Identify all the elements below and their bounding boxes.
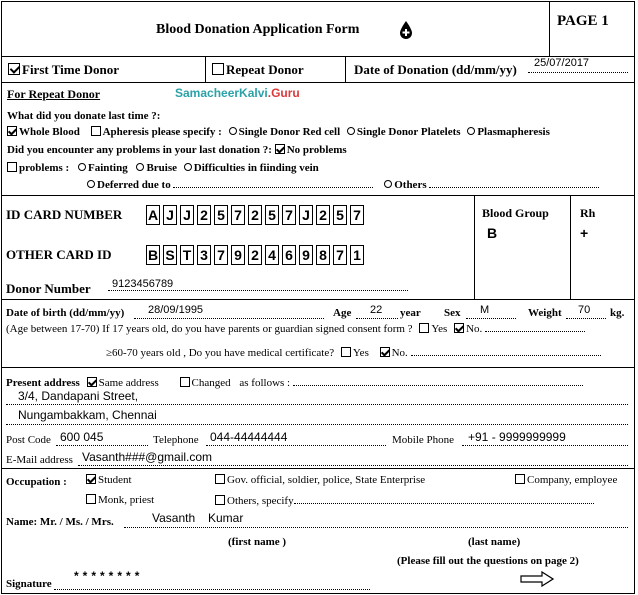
apheresis-option[interactable] — [91, 126, 222, 138]
others-option[interactable] — [384, 179, 426, 191]
bruise-label: Bruise — [146, 162, 178, 174]
whole-blood-option[interactable] — [7, 126, 80, 138]
gov-label: Gov. official, soldier, police, State Enterprise — [227, 474, 426, 486]
form-title: Blood Donation Application Form — [156, 22, 360, 37]
plasmapheresis-label: Plasmapheresis — [477, 126, 550, 138]
other-card-char-box[interactable]: 2 — [248, 245, 262, 265]
address-line-2-rule — [6, 415, 628, 425]
certificate-yes-option[interactable] — [341, 347, 369, 359]
address-line-2[interactable]: Nungambakkam, Chennai — [18, 408, 157, 422]
no-problems-label: No problems — [286, 144, 347, 156]
student-label: Student — [98, 474, 132, 486]
mobile-label: Mobile Phone — [392, 434, 455, 446]
consent-no-option[interactable] — [454, 323, 482, 335]
other-card-id-field[interactable] — [146, 245, 364, 265]
rh-label: Rh — [580, 206, 596, 220]
other-card-char-box[interactable]: T — [180, 245, 194, 265]
id-card-number-field[interactable] — [146, 205, 364, 225]
others-specify-label: Others, specify — [227, 495, 294, 507]
first-time-donor-option[interactable] — [8, 62, 119, 78]
monk-option[interactable] — [86, 494, 154, 506]
apheresis-label: Apheresis please specify : — [102, 126, 222, 138]
id-card-char-box[interactable]: 7 — [282, 205, 296, 225]
address-row — [6, 376, 583, 389]
radio-icon — [184, 163, 192, 171]
last-name-caption: (last name) — [468, 536, 521, 548]
first-time-label: First Time Donor — [22, 62, 120, 77]
other-card-char-box[interactable]: 9 — [231, 245, 245, 265]
checkbox-icon — [515, 474, 525, 484]
other-card-char-box[interactable]: 9 — [299, 245, 313, 265]
student-option[interactable] — [86, 474, 132, 486]
radio-icon — [136, 163, 144, 171]
other-card-label: OTHER CARD ID — [6, 247, 112, 262]
signature-value[interactable]: ******** — [74, 569, 144, 583]
first-name-value[interactable]: Vasanth — [152, 511, 196, 525]
address-label: Present address — [6, 377, 80, 389]
kg-label: kg. — [610, 307, 625, 319]
checkbox-icon — [275, 144, 285, 154]
id-card-char-box[interactable]: 7 — [350, 205, 364, 225]
certificate-question: ≥60-70 years old , Do you have medical certificate? — [106, 347, 335, 359]
id-card-char-box[interactable]: 5 — [265, 205, 279, 225]
telephone-label: Telephone — [153, 434, 199, 446]
id-card-label: ID CARD NUMBER — [6, 207, 123, 222]
weight-label: Weight — [528, 307, 562, 319]
as-follows-label: as follows : — [239, 377, 291, 389]
other-card-char-box[interactable]: S — [163, 245, 177, 265]
sex-line — [466, 309, 516, 319]
certificate-no-option[interactable] — [380, 347, 408, 359]
last-donation-options — [7, 126, 550, 138]
radio-icon — [78, 163, 86, 171]
difficulties-option[interactable] — [184, 162, 319, 174]
others-specify-line — [294, 494, 594, 504]
first-name-caption: (first name ) — [228, 536, 287, 548]
age-label: Age — [333, 307, 352, 319]
watermark — [175, 86, 300, 100]
blood-drop-icon — [399, 20, 413, 40]
deferred-reason-field[interactable] — [173, 178, 373, 188]
other-card-char-box[interactable]: B — [147, 247, 159, 263]
other-card-char-box[interactable]: 3 — [197, 245, 211, 265]
rh-value[interactable]: + — [580, 225, 589, 241]
postcode-label: Post Code — [6, 434, 51, 446]
plasmapheresis-option[interactable] — [467, 126, 550, 138]
radio-icon — [87, 180, 95, 188]
id-card-char-box[interactable]: 7 — [231, 205, 245, 225]
changed-address-label: Changed — [191, 377, 231, 389]
whole-blood-label: Whole Blood — [19, 126, 80, 138]
donor-number-label: Donor Number — [6, 281, 91, 296]
watermark-part-a: SamacheerKalvi — [175, 86, 268, 100]
name-label: Name: Mr. / Ms. / Mrs. — [6, 516, 114, 528]
mobile-value[interactable]: +91 - 9999999999 — [468, 430, 566, 444]
sex-value[interactable]: M — [480, 304, 490, 316]
donor-number-value[interactable]: 9123456789 — [112, 278, 174, 290]
same-address-option[interactable] — [87, 377, 159, 389]
checkbox-icon — [87, 377, 97, 387]
fainting-option[interactable] — [78, 162, 128, 174]
id-card-char-box[interactable]: J — [163, 205, 177, 225]
other-card-char-box[interactable]: 4 — [265, 245, 279, 265]
others-reason-field[interactable] — [429, 178, 599, 188]
same-address-label: Same address — [98, 377, 159, 389]
gov-option[interactable] — [215, 474, 425, 486]
other-card-char-box[interactable]: 6 — [282, 245, 296, 265]
radio-icon — [347, 127, 355, 135]
checkbox-icon — [215, 495, 225, 505]
last-time-question: What did you donate last time ?: — [7, 110, 161, 122]
checkbox-icon — [341, 347, 351, 357]
dob-value[interactable]: 28/09/1995 — [148, 304, 204, 316]
consent-question: (Age between 17-70) If 17 years old, do you have parents or guardian signed consent form ? — [6, 323, 413, 335]
radio-icon — [467, 127, 475, 135]
fainting-label: Fainting — [87, 162, 128, 174]
certificate-no-label: No. — [391, 347, 408, 359]
blood-group-value[interactable]: B — [487, 225, 498, 241]
address-line-1-rule — [6, 395, 628, 405]
other-card-char-box[interactable]: 1 — [350, 245, 364, 265]
other-card-char-box[interactable]: 8 — [316, 245, 330, 265]
deferred-option[interactable] — [87, 179, 171, 191]
id-card-char-box[interactable]: 5 — [333, 205, 347, 225]
repeat-label: Repeat Donor — [226, 62, 304, 77]
year-label: year — [400, 307, 421, 319]
checkbox-icon — [8, 63, 20, 75]
single-platelets-label: Single Donor Platelets — [356, 126, 461, 138]
checkbox-icon — [86, 474, 96, 484]
deferred-row — [87, 178, 599, 191]
donation-date-label: Date of Donation (dd/mm/yy) — [354, 62, 517, 77]
id-card-char-box[interactable]: 2 — [248, 205, 262, 225]
sex-label: Sex — [444, 307, 461, 319]
email-label: E-Mail address — [6, 454, 73, 466]
id-card-char-box[interactable]: 2 — [197, 205, 211, 225]
checkbox-icon — [180, 377, 190, 387]
consent-row — [6, 322, 585, 335]
repeat-donor-heading: For Repeat Donor — [7, 87, 101, 101]
checkbox-icon — [215, 474, 225, 484]
id-card-char-box[interactable]: 2 — [316, 205, 330, 225]
donation-date-line — [528, 60, 628, 73]
address-line-1[interactable]: 3/4, Dandapani Street, — [18, 389, 139, 403]
radio-icon — [384, 180, 392, 188]
monk-label: Monk, priest — [98, 494, 155, 506]
checkbox-icon — [454, 323, 464, 333]
email-value[interactable]: Vasanth###@gmail.com — [82, 450, 213, 464]
age-value[interactable]: 22 — [370, 304, 383, 316]
id-card-char-box[interactable]: J — [180, 205, 194, 225]
others-specify-option[interactable] — [215, 494, 594, 507]
donor-number-line — [108, 281, 408, 291]
problems-option[interactable] — [7, 162, 69, 174]
no-problems-option[interactable] — [275, 144, 347, 156]
checkbox-icon — [91, 126, 101, 136]
problems-question: Did you encounter any problems in your last donation ?: — [7, 144, 272, 156]
next-page-arrow-icon[interactable] — [520, 571, 554, 587]
consent-yes-option[interactable] — [419, 323, 447, 335]
other-card-char-box[interactable]: 7 — [333, 245, 347, 265]
checkbox-icon — [86, 494, 96, 504]
blood-group-label: Blood Group — [482, 206, 549, 220]
certificate-yes-label: Yes — [352, 347, 369, 359]
weight-value[interactable]: 70 — [578, 304, 591, 316]
single-platelets-option[interactable] — [347, 126, 461, 138]
changed-address-option[interactable] — [180, 377, 231, 389]
last-name-value[interactable]: Kumar — [208, 511, 244, 525]
checkbox-icon — [419, 323, 429, 333]
problems-question-row — [7, 144, 347, 156]
radio-icon — [229, 127, 237, 135]
single-red-label: Single Donor Red cell — [238, 126, 341, 138]
watermark-part-b: .Guru — [267, 86, 300, 100]
page-2-note: (Please fill out the questions on page 2) — [397, 555, 579, 567]
as-follows-line — [293, 376, 583, 386]
postcode-value[interactable]: 600 045 — [60, 430, 104, 444]
consent-no-label: No. — [466, 323, 483, 335]
certificate-row — [106, 346, 601, 359]
occupation-label: Occupation : — [6, 476, 67, 488]
certificate-line — [411, 346, 601, 356]
id-card-char-box[interactable]: J — [299, 205, 313, 225]
single-red-option[interactable] — [229, 126, 341, 138]
consent-line — [485, 322, 585, 332]
signature-label: Signature — [6, 578, 52, 590]
telephone-value[interactable]: 044-44444444 — [210, 430, 288, 444]
other-card-char-box[interactable]: 7 — [214, 245, 228, 265]
name-line — [124, 518, 628, 528]
id-card-char-box[interactable]: 5 — [214, 205, 228, 225]
dob-label: Date of birth (dd/mm/yy) — [6, 307, 125, 319]
id-card-char-box[interactable]: A — [147, 207, 159, 223]
checkbox-icon — [212, 63, 224, 75]
difficulties-label: Difficulties in fiinding vein — [193, 162, 319, 174]
repeat-donor-option[interactable] — [212, 62, 304, 78]
checkbox-icon — [7, 162, 17, 172]
checkbox-icon — [380, 347, 390, 357]
donation-date-value[interactable]: 25/07/2017 — [534, 57, 590, 69]
checkbox-icon — [7, 126, 17, 136]
deferred-label: Deferred due to — [97, 179, 171, 191]
problems-label: problems : — [19, 162, 70, 174]
others-label: Others — [394, 179, 427, 191]
company-option[interactable] — [515, 474, 617, 486]
problems-row — [7, 162, 319, 174]
consent-yes-label: Yes — [431, 323, 448, 335]
page-number: PAGE 1 — [557, 13, 609, 29]
company-label: Company, employee — [527, 474, 618, 486]
bruise-option[interactable] — [136, 162, 177, 174]
